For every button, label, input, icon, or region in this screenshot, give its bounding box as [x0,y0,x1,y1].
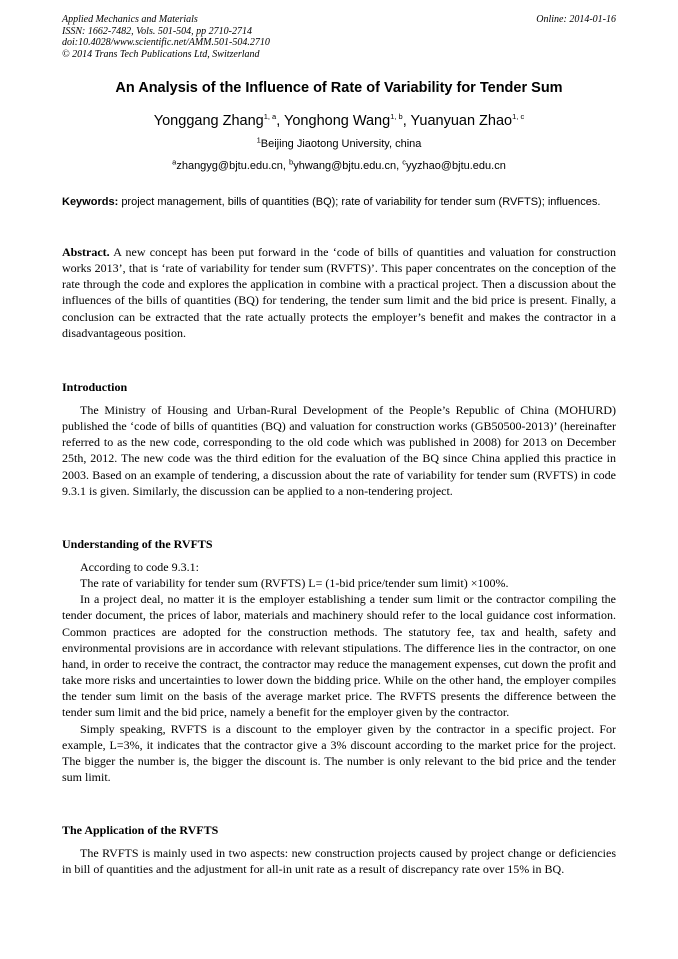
keywords-text: project management, bills of quantities (BQ); rate of variability for tender sum (RVFTS); influences. [121,196,601,208]
section-heading-introduction: Introduction [62,380,128,394]
paragraph: The Ministry of Housing and Urban-Rural Development of the People’s Republic of China (MOHURD) published the ‘code of bills of quantities (BQ) and valuation for construction works (GB50500-2013)’ (hereinafter referred to as the new code, corresponding to the old code which was published in 2008) for 2013 on December 25th, 2012. The new code was the third edition for the evaluation of the BQ since China applied this practice in 2003. Based on an example of tendering, a discussion about the rate of variability for tender sum (RVFTS) in code 9.3.1 is given. Similarly, the discussion can be applied to a non-tendering project. [62,403,616,498]
application-body [62,845,616,877]
affiliation-text: Beijing Jiaotong University, china [260,138,422,150]
journal-header [62,14,616,60]
section-heading-application: The Application of the RVFTS [62,823,219,837]
abstract-text: A new concept has been put forward in the ‘code of bills of quantities and valuation for construction works 2013’, that is ‘rate of variability for tender sum (RVFTS)’. This paper concentrates on the conception of the rate through the code and explores the application in combine with a practical project. Then a discussion about the influences of the bills of quantities (BQ) for tendering, the tender sum limit and the bid price is present. Finally, a conclusion can be extracted that the rate actually protects the employer’s benefit and makes the contractor in a disadvantageous position. [62,245,616,340]
author-name: Yuanyuan Zhao [410,113,513,129]
introduction-body [62,402,616,499]
online-date: Online: 2014-01-16 [536,14,616,25]
author-mark: 1, a [263,112,277,122]
email-address: zhangyg@bjtu.edu.cn [176,160,283,172]
email-address: yyzhao@bjtu.edu.cn [405,160,506,172]
affiliation [0,135,678,150]
author-mark: 1, c [512,112,525,122]
copyright-line: © 2014 Trans Tech Publications Ltd, Switzerland [62,48,260,60]
abstract [62,244,616,341]
paragraph: According to code 9.3.1: [80,560,199,574]
paragraph: In a project deal, no matter it is the employer establishing a tender sum limit or the contractor compiling the tender document, the prices of labor, materials and machinery should refer to the local guidance cost information. Common practices are adopted for the construction methods. The statutory fee, tax and health, safety and environmental provisions are in accordance with relevant stipulations. The difference lies in the contractor, on one hand, in order to receive the contract, the contractor may reduce the management expenses, cut down the profit and take more risks and uncertainties to lower down the bidding price. While on the other hand, the employer compiles the tender sum limit on the basis of the average market price. The RVFTS presents the difference between the tender sum limit and the bid price, namely a benefit for the employer given by the contractor. [62,592,616,720]
journal-name: Applied Mechanics and Materials [62,14,198,25]
formula-paragraph: The rate of variability for tender sum (RVFTS) L= (1-bid price/tender sum limit) ×100%. [80,576,509,591]
section-heading-understanding: Understanding of the RVFTS [62,537,213,551]
keywords [62,195,618,210]
email-mark: b [289,157,294,167]
email-mark: c [402,157,406,167]
issn-line: ISSN: 1662-7482, Vols. 501-504, pp 2710-2714 [62,25,252,37]
author-name: Yonggang Zhang [153,113,264,129]
author-mark: 1, b [390,112,403,122]
author-name: Yonghong Wang [284,113,391,129]
abstract-label: Abstract. [62,245,110,259]
author-list: Yonggang Zhang$^{1, a}$, Yonghong Wang$^{1, b}$, Yuanyuan Zhao$^{1, c}$ [153,112,525,129]
email-list: $^a$zhangyg@bjtu.edu.cn, $^b$yhwang@bjtu.edu.cn, $^c$yyzhao@bjtu.edu.cn [172,157,506,172]
doi-line: doi:10.4028/www.scientific.net/AMM.501-504.2710 [62,37,270,48]
affiliation-mark: 1 [256,135,261,145]
email-address: yhwang@bjtu.edu.cn [293,160,397,172]
keywords-label: Keywords: [62,196,119,208]
understanding-body [62,559,616,785]
paragraph: The RVFTS is mainly used in two aspects: new construction projects caused by project change or deficiencies in bill of quantities and the adjustment for all-in unit rate as a result of discrepancy rate over 15% in BQ. [62,846,616,877]
paper-title: An Analysis of the Influence of Rate of Variability for Tender Sum [115,80,563,96]
email-mark: a [172,157,177,167]
paragraph: Simply speaking, RVFTS is a discount to the employer given by the contractor in a specific project. For example, L=3%, it indicates that the contractor give a 3% discount according to the market price for the project. The bigger the number is, the bigger the discount is. The number is only relevant to the bid price and the tender sum limit. [62,721,616,785]
